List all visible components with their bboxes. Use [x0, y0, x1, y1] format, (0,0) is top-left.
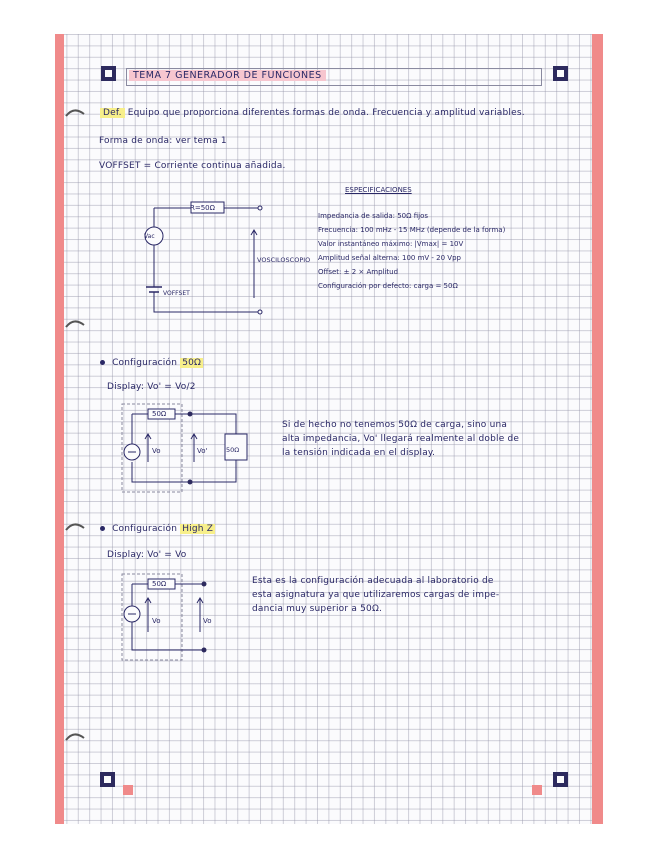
config-highz-resistor-label: 50Ω	[152, 580, 167, 588]
section-highz-heading	[100, 524, 215, 534]
section-50-note-line: Si de hecho no tenemos 50Ω de carga, sino una	[282, 420, 508, 430]
section-50-note-line: alta impedancia, Vo' llegará realmente al doble de	[282, 434, 520, 444]
corner-marker-icon	[101, 66, 116, 81]
config-highz-vo-label: Vo	[152, 617, 161, 625]
section-highz-display: Display: Vo' = Vo	[107, 550, 187, 560]
circuit1-resistor-label: R=50Ω	[190, 204, 215, 212]
definition-line	[100, 108, 525, 118]
section-highz-value: High Z	[182, 524, 214, 534]
config-highz-vo-right-label: Vo	[203, 617, 212, 625]
spec-item: Amplitud señal alterna: 100 mV - 20 Vpp	[318, 254, 461, 262]
binder-hole-icon	[64, 106, 86, 120]
corner-marker-icon	[553, 66, 568, 81]
spec-item: Valor instantáneo máximo: |Vmax| = 10V	[318, 240, 464, 248]
binder-hole-icon	[64, 730, 86, 744]
spec-item: Offset: ± 2 × Amplitud	[318, 268, 399, 276]
section-50-value: 50Ω	[182, 358, 202, 368]
section-highz-prefix: Configuración	[112, 524, 178, 534]
pink-marker	[123, 785, 133, 795]
spec-item: Impedancia de salida: 50Ω fijos	[318, 212, 428, 220]
section-50-prefix: Configuración	[112, 358, 178, 368]
config-50-vo-prime-label: Vo'	[197, 447, 208, 455]
config-50-resistor-label: 50Ω	[152, 410, 167, 418]
circuit1-offset-label: VOFFSET	[163, 290, 190, 297]
offset-text: = Corriente continua añadida.	[143, 161, 286, 171]
binder-hole-icon	[64, 520, 86, 534]
specs-heading: ESPECIFICACIONES	[345, 186, 412, 194]
left-margin-stripe	[55, 34, 64, 824]
page-title: TEMA 7 GENERADOR DE FUNCIONES	[129, 70, 326, 81]
section-highz-note-line: Esta es la configuración adecuada al laboratorio de	[252, 576, 494, 586]
bullet-icon	[100, 360, 105, 365]
offset-label: VOFFSET	[99, 161, 141, 171]
section-50-display: Display: Vo' = Vo/2	[107, 382, 196, 392]
section-50-heading	[100, 358, 203, 368]
config-50-load-label: 50Ω	[226, 446, 240, 454]
pink-marker	[532, 785, 542, 795]
section-highz-note-line: esta asignatura ya que utilizaremos cargas de impe-	[252, 590, 500, 600]
waveform-line: Forma de onda: ver tema 1	[99, 136, 227, 146]
right-margin-stripe	[592, 34, 603, 824]
title-box	[126, 68, 542, 86]
corner-marker-icon	[553, 772, 568, 787]
definition-text: Equipo que proporciona diferentes formas de onda. Frecuencia y amplitud variables.	[127, 108, 525, 118]
spec-item: Configuración por defecto: carga = 50Ω	[318, 282, 458, 290]
circuit1-source-label: Vac	[144, 233, 155, 240]
bullet-icon	[100, 526, 105, 531]
binder-hole-icon	[64, 317, 86, 331]
spec-item: Frecuencia: 100 mHz - 15 MHz (depende de la forma)	[318, 226, 506, 234]
circuit1-output-label: VOSCILOSCOPIO	[257, 256, 311, 264]
corner-marker-icon	[100, 772, 115, 787]
def-label: Def.	[100, 108, 125, 118]
section-highz-note-line: dancia muy superior a 50Ω.	[252, 604, 383, 614]
section-50-note-line: la tensión indicada en el display.	[282, 448, 436, 458]
config-50-vo-label: Vo	[152, 447, 161, 455]
offset-line	[99, 161, 286, 171]
